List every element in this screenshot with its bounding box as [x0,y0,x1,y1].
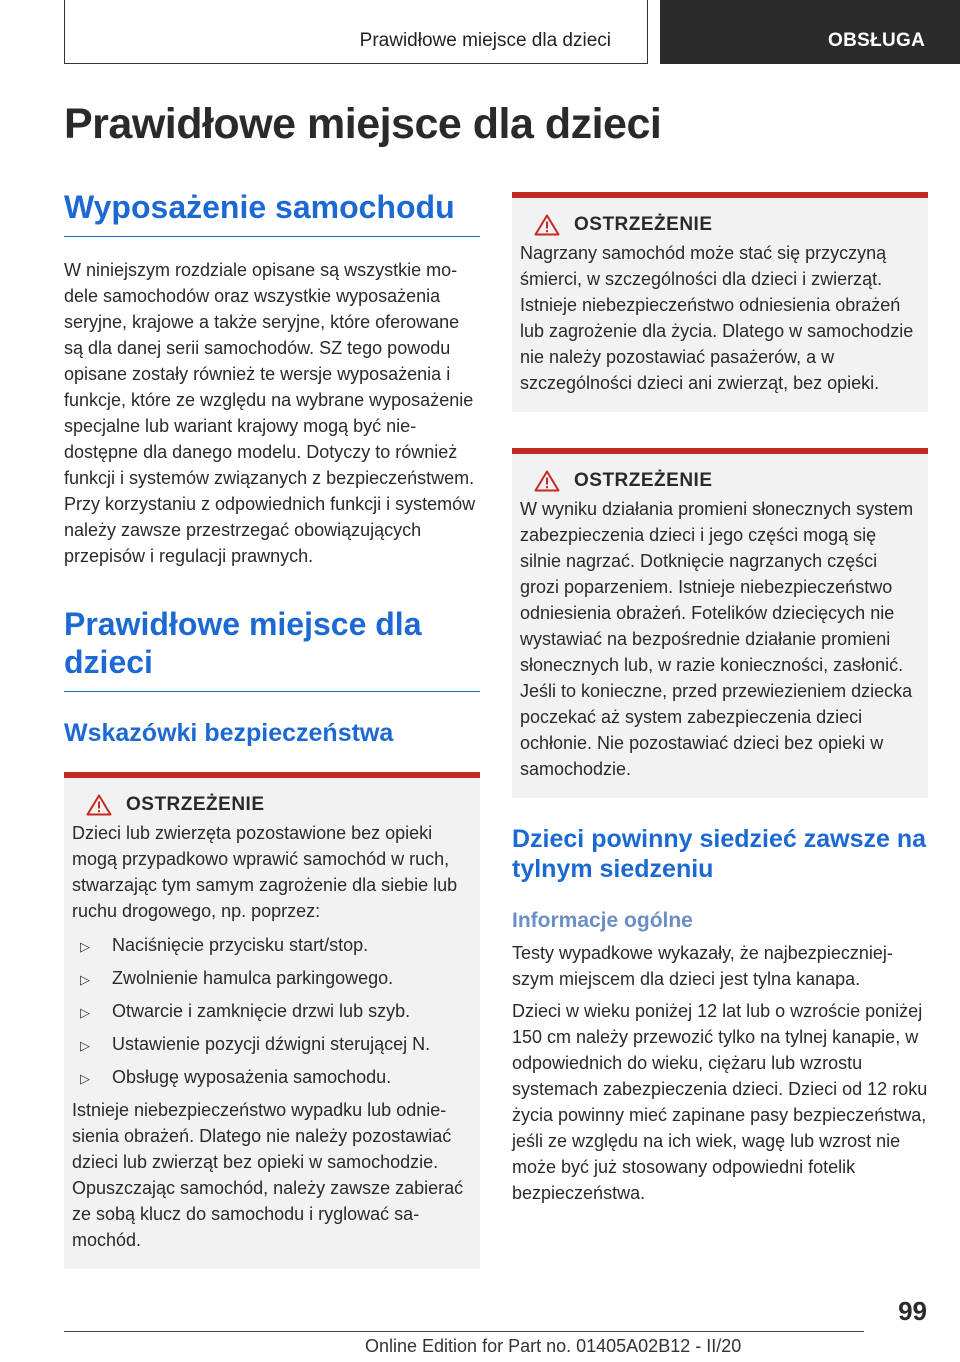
warning-triangle-icon [534,470,560,492]
page-title: Prawidłowe miejsce dla dzieci [64,100,662,148]
placement-heading: Prawidłowe miejsce dla dzieci [64,605,480,692]
general-info-heading: Informacje ogólne [512,909,693,932]
list-item-text: Otwarcie i zamknięcie drzwi lub szyb. [112,1001,411,1021]
warning-header [520,214,920,236]
triangle-right-icon: ▷ [80,1005,90,1020]
chapter-tab-label: OBSŁUGA [828,30,926,51]
warning-title: OSTRZEŻENIE [574,214,713,235]
list-item [72,1064,472,1090]
list-item [72,1031,472,1057]
warning-box-heat [512,192,928,412]
triangle-right-icon: ▷ [80,1038,90,1053]
chapter-tab [660,0,960,64]
page-number: 99 [898,1296,927,1326]
general-info-p1: Testy wypadkowe wykazały, że najbezpieczniejszym miejscem dla dzieci jest tylna kanapa. [512,943,893,989]
warning-title: OSTRZEŻENIE [126,794,265,815]
triangle-right-icon: ▷ [80,972,90,987]
equipment-text: W niniejszym rozdziale opisane są wszystkie modele samochodów oraz wszystkie wyposażenia seryjne, krajowe a także seryjne, które oferowane są dla danej serii samochodów. SZ tego powodu opisane zostały również te wersje wyposażenia i funkcje, które ze względu na wybrane wyposażenie specjalne lub wariant krajowy mogą być niedostępne dla danego modelu. Dotyczy to również funkcji i systemów związanych z bezpieczeństwem. Przy korzystaniu z odpowiednich funkcji i systemów należy zawsze przestrzegać obowiązujących przepisów i regulacji prawnych. [64,260,476,566]
warning-outro: Istnieje niebezpieczeństwo wypadku lub odniesienia obrażeń. Dlatego nie należy pozostawiać dzieci lub zwierząt bez opieki w samochodzie. Opuszczając samochód, należy zawsze zabierać ze sobą klucz do samochodu i ryglować samochód. [72,1100,464,1250]
running-header [64,0,648,64]
equipment-heading: Wyposażenie samochodu [64,188,480,237]
footer-divider [64,1331,864,1332]
general-info-p2: Dzieci w wieku poniżej 12 lat lub o wzroście poniżej 150 cm należy przewozić tylko na tylnej kanapie, w odpowiednich do wieku, ciężaru lub wzrostu systemach zabezpieczenia dzieci. Dzieci od 12 roku życia powinny mieć zapinane pasy bezpieczeństwa, jeśli ze względu na ich wiek, wagę lub wzrost nie może być już stosowany odpowiedni fotelik bezpieczeństwa. [512,1001,928,1203]
list-item-text: Zwolnienie hamulca parkingowego. [112,968,394,988]
footer-edition: Online Edition for Part no. 01405A02B12 - II/20 [365,1336,742,1356]
warning-intro: Dzieci lub zwierzęta pozostawione bez opieki mogą przypadkowo wprawić samochód w ruch, stwarzając tym samym zagrożenie dla siebie lub ruchu drogowego, np. poprzez: [72,823,458,921]
warning-box [64,772,480,1269]
triangle-right-icon: ▷ [80,1071,90,1086]
list-item-text: Obsługę wyposażenia samochodu. [112,1067,392,1087]
rear-seat-heading: Dzieci powinny siedzieć zawsze na tylnym siedzeniu [512,825,927,883]
warning-triangle-icon [86,794,112,816]
list-item-text: Naciśnięcie przycisku start/stop. [112,935,369,955]
warning-bullet-list [72,932,472,1090]
safety-heading: Wskazówki bezpieczeństwa [64,719,394,747]
list-item-text: Ustawienie pozycji dźwigni sterującej N. [112,1034,431,1054]
right-column [512,192,928,1206]
warning-header [72,794,472,816]
warning-text: W wyniku działania promieni słonecznych system zabezpieczenia dzieci i jego części mogą się silnie nagrzać. Dotknięcie nagrzanych części grozi poparzeniem. Istnieje niebezpieczeństwo odniesienia obrażeń. Fotelików dziecięcych nie wystawiać na bezpośrednie działanie promieni słonecznych lub, w razie konieczności, zasłonić. Jeśli to konieczne, przed przewiezieniem dziecka poczekać aż system zabezpieczenia dzieci ochłonie. Nie pozostawiać dzieci bez opieki w samochodzie. [520,499,914,779]
list-item [72,965,472,991]
header-section-title: Prawidłowe miejsce dla dzieci [359,30,611,51]
list-item [72,998,472,1024]
warning-text: Nagrzany samochód może stać się przyczyną śmierci, w szczególności dla dzieci i zwierząt. Istnieje niebezpieczeństwo odniesienia obrażeń lub zagrożenie dla życia. Dlatego w samochodzie nie należy pozostawiać pasażerów, a w szczególności dzieci ani zwierząt, bez opieki. [520,243,914,393]
list-item [72,932,472,958]
warning-triangle-icon [534,214,560,236]
warning-header [520,470,920,492]
warning-title: OSTRZEŻENIE [574,470,713,491]
warning-box-sun [512,448,928,798]
left-column [64,188,480,1269]
triangle-right-icon: ▷ [80,939,90,954]
